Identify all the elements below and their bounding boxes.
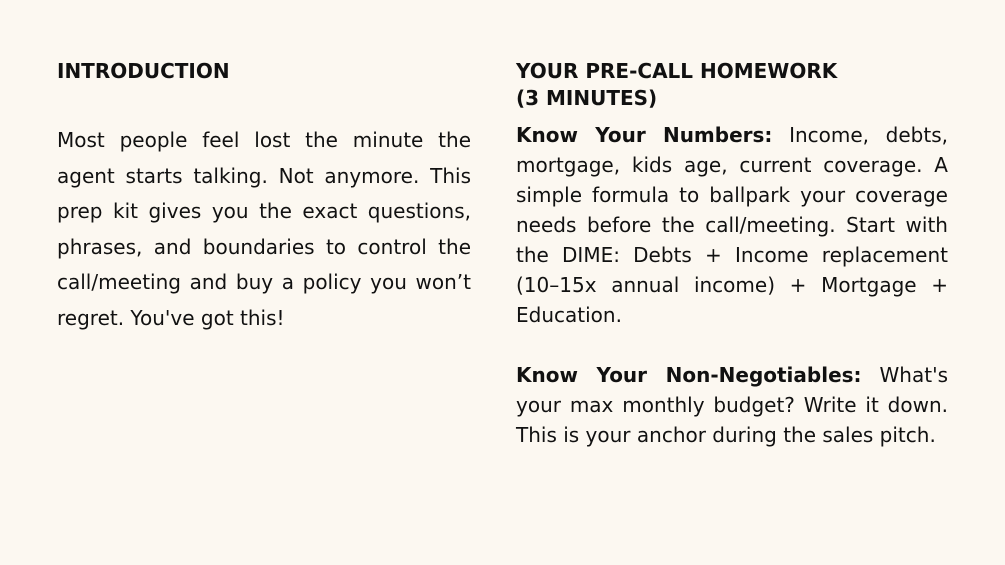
homework-item-numbers-lead: Know Your Numbers:	[516, 123, 773, 147]
homework-heading-line1: YOUR PRE-CALL HOMEWORK	[516, 59, 838, 83]
homework-section	[516, 58, 948, 450]
homework-heading-line2: (3 MINUTES)	[516, 86, 658, 110]
homework-item-numbers	[516, 120, 948, 330]
homework-item-non-negotiables-lead: Know Your Non-Negotiables:	[516, 363, 862, 387]
introduction-body: Most people feel lost the minute the agent starts talking. Not anymore. This prep kit gives you the exact questions, phrases, and boundaries to control the call/meeting and buy a policy you won’t regret. You've got this!	[57, 128, 471, 330]
homework-item-numbers-text: Income, debts, mortgage, kids age, current coverage. A simple formula to ballpark your coverage needs before the call/meeting. Start with the DIME: Debts + Income replacement (10–15x annual income) + Mortgage + Education.	[516, 123, 948, 327]
homework-item-non-negotiables	[516, 360, 948, 450]
introduction-heading: INTRODUCTION	[57, 59, 230, 83]
homework-item-non-negotiables-text: What's your max monthly budget? Write it down. This is your anchor during the sales pitch.	[516, 363, 948, 447]
introduction-section	[57, 58, 471, 336]
homework-heading	[516, 58, 948, 112]
